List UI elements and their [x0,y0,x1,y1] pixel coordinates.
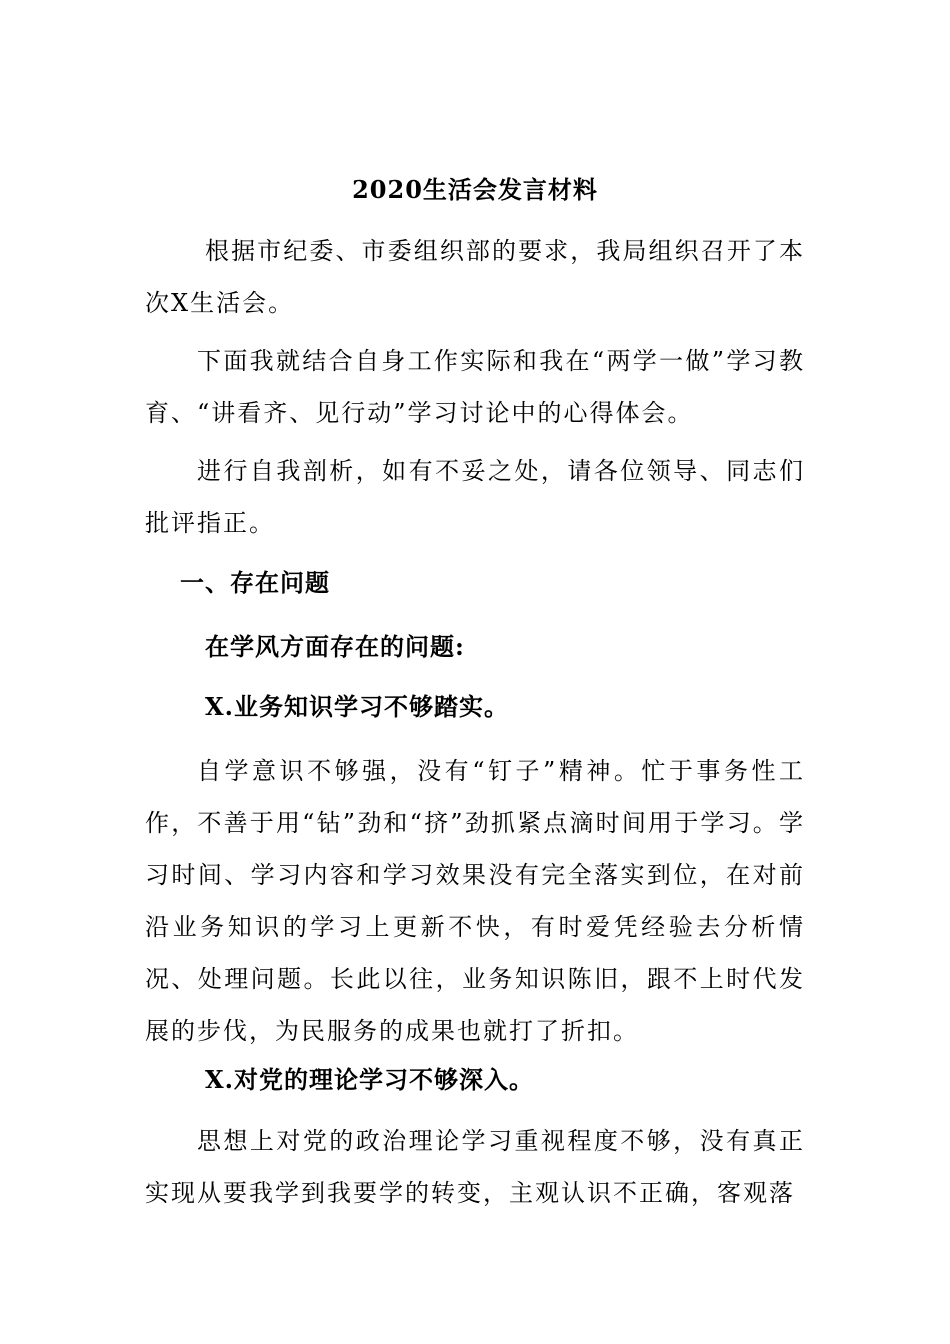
item1-heading: X.业务知识学习不够踏实。 [205,692,509,721]
item2-body: 思想上对党的政治理论学习重视程度不够，没有真正实现从要我学到我要学的转变，主观认识不正确，客观落 [145,1127,805,1207]
subsection-heading: 在学风方面存在的问题: [205,632,465,661]
paragraph-context: 下面我就结合自身工作实际和我在“两学一做”学习教育、“讲看齐、见行动”学习讨论中的心得体会。 [145,347,805,427]
document-title: 2020生活会发言材料 [352,175,598,204]
item2-heading: X.对党的理论学习不够深入。 [205,1065,534,1094]
item1-body: 自学意识不够强，没有“钉子”精神。忙于事务性工作，不善于用“钻”劲和“挤”劲抓紧点滴时间用于学习。学习时间、学习内容和学习效果没有完全落实到位，在对前沿业务知识的学习上更新不快，有时爱凭经验去分析情况、处理问题。长此以往，业务知识陈旧，跟不上时代发展的步伐，为民服务的成果也就打了折扣。 [145,757,805,1045]
paragraph-self-analysis: 进行自我剖析，如有不妥之处，请各位领导、同志们批评指正。 [145,457,805,537]
paragraph-intro: 根据市纪委、市委组织部的要求，我局组织召开了本次X生活会。 [145,237,805,317]
section-heading: 一、存在问题 [180,568,330,597]
